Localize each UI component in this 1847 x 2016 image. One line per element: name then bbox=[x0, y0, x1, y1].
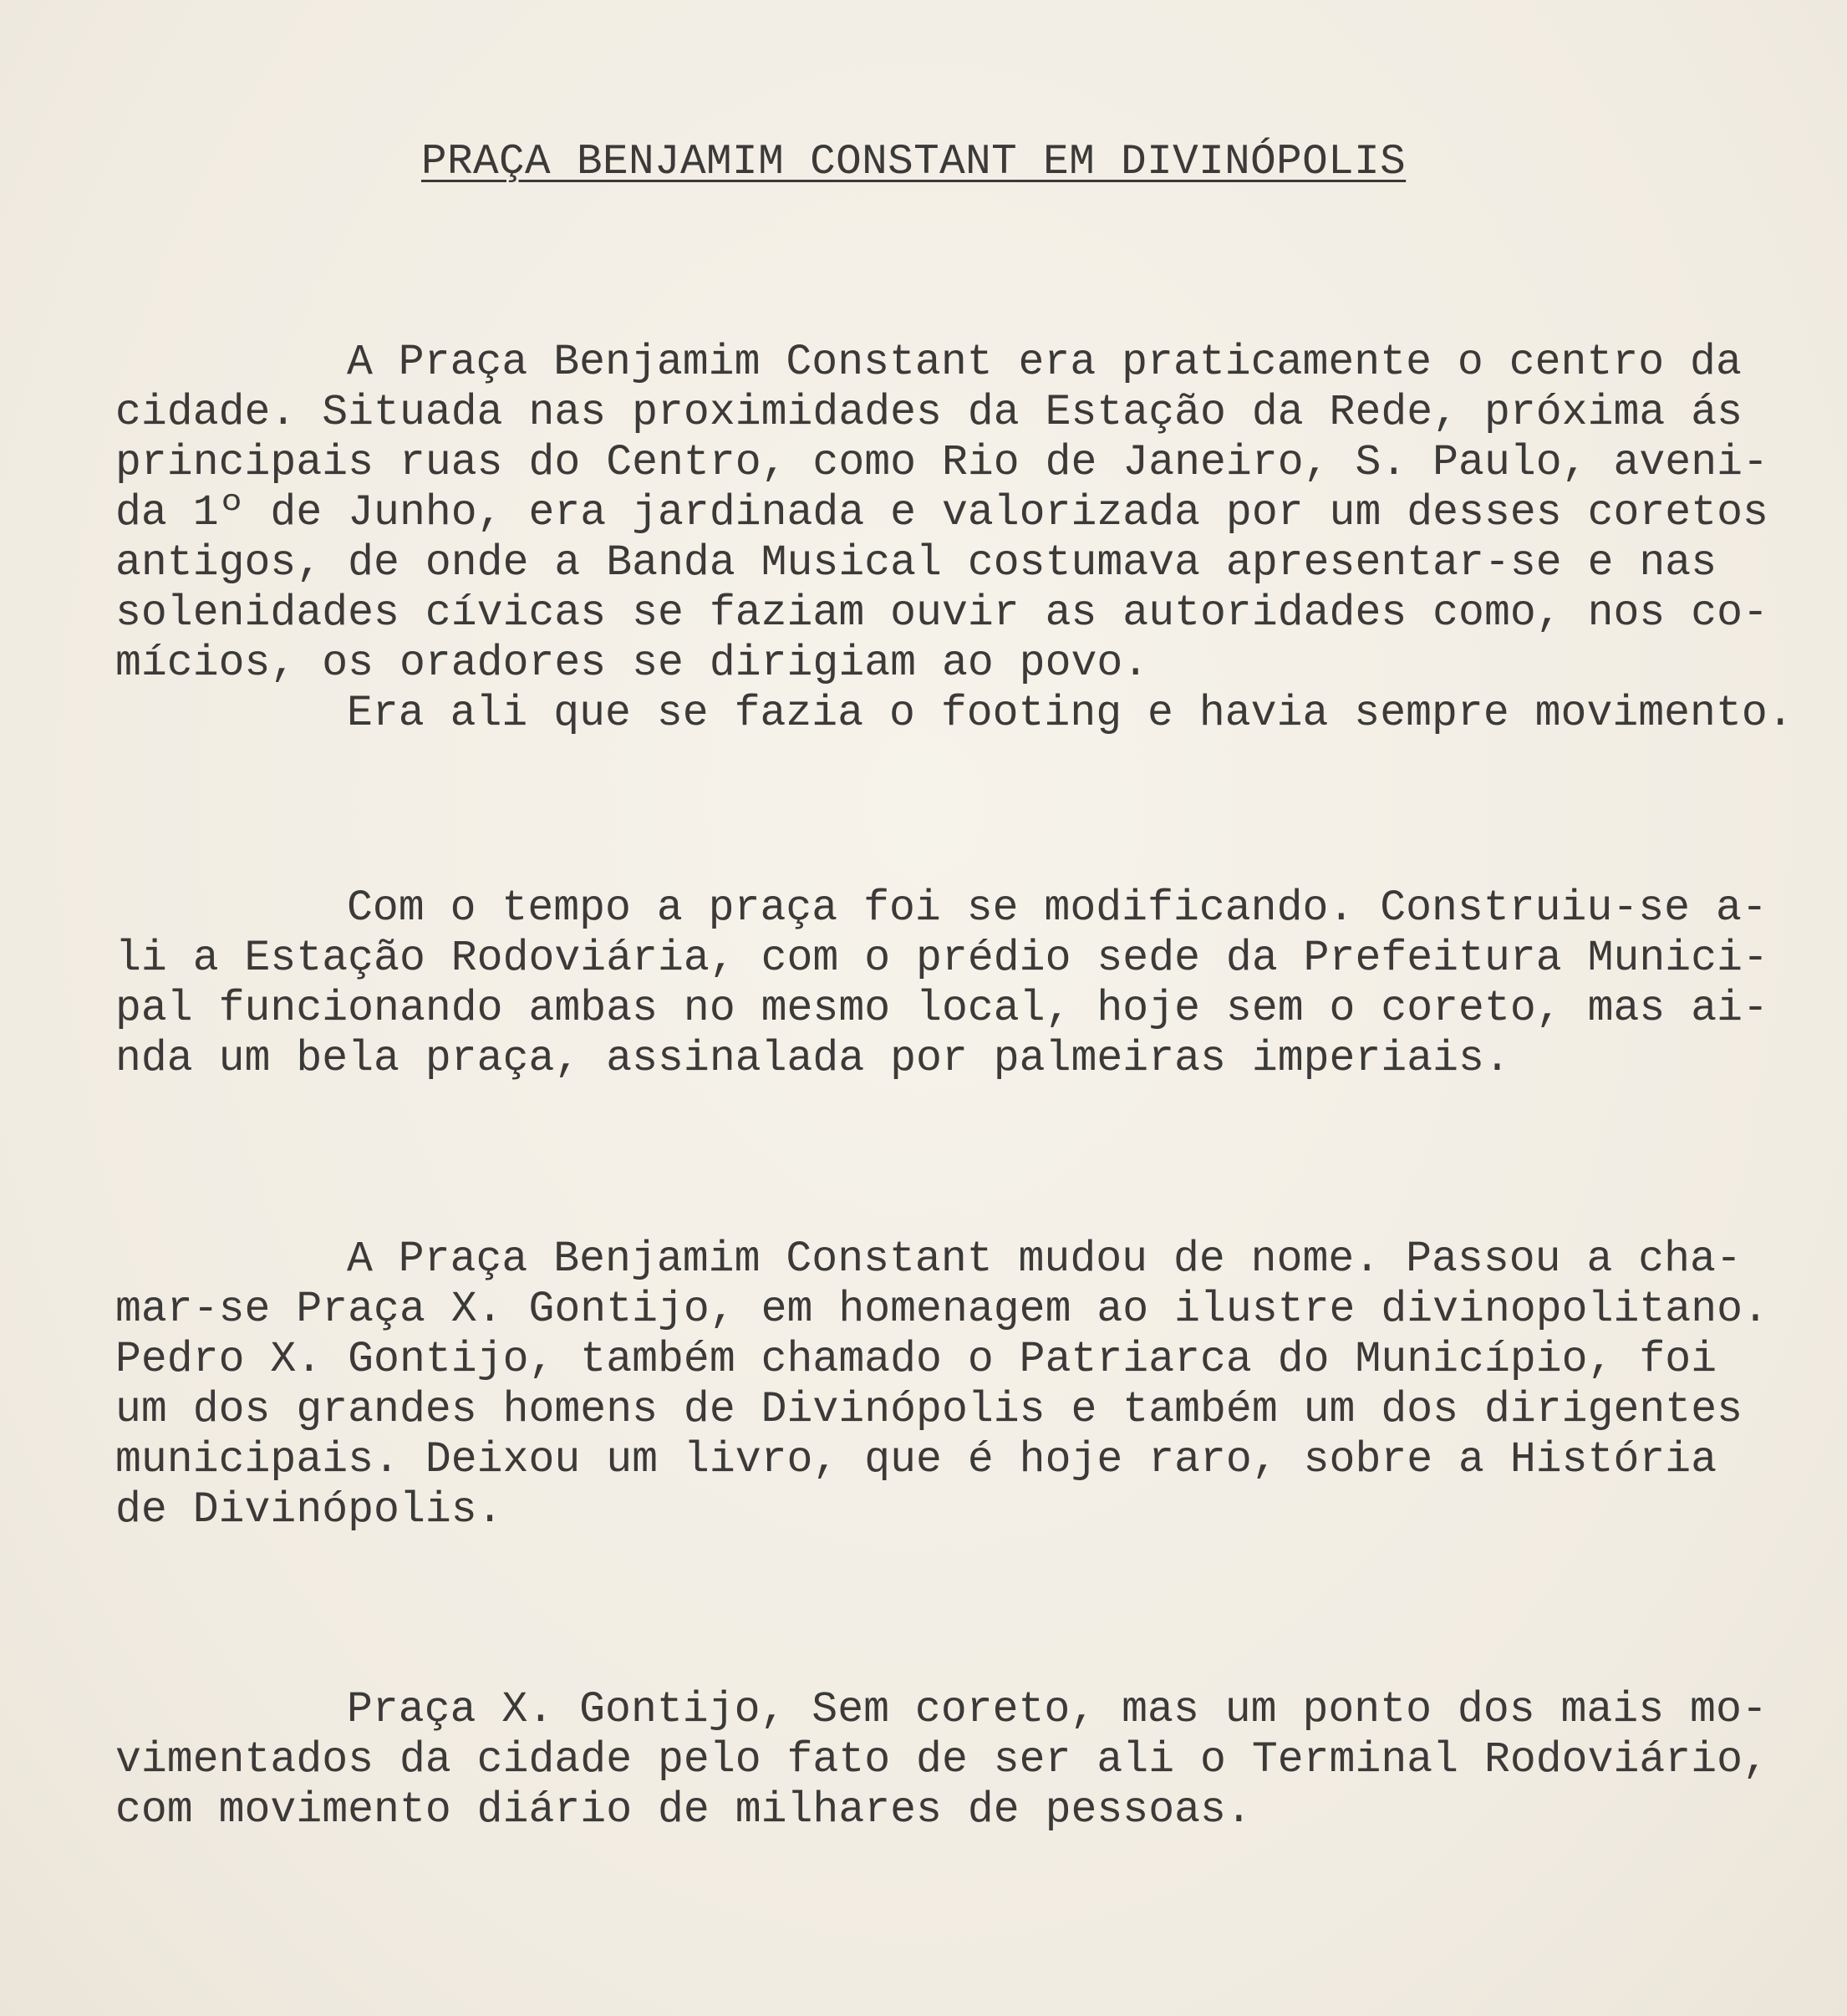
text-line: A Praça Benjamim Constant era praticamente o centro da bbox=[347, 339, 1742, 387]
text-line: um dos grandes homens de Divinópolis e também um dos dirigentes bbox=[115, 1386, 1743, 1434]
text-line: com movimento diário de milhares de pessoas. bbox=[115, 1786, 1252, 1835]
paragraph-2 bbox=[115, 883, 1768, 1084]
text-line: principais ruas do Centro, como Rio de Janeiro, S. Paulo, aveni- bbox=[115, 439, 1768, 487]
text-line: pal funcionando ambas no mesmo local, hoje sem o coreto, mas ai- bbox=[115, 985, 1768, 1033]
paragraph-1 bbox=[115, 338, 1794, 739]
text-line: li a Estação Rodoviária, com o prédio sede da Prefeitura Munici- bbox=[115, 934, 1768, 983]
document-title: PRAÇA BENJAMIM CONSTANT EM DIVINÓPOLIS bbox=[421, 139, 1407, 186]
text-line: municipais. Deixou um livro, que é hoje raro, sobre a História bbox=[115, 1436, 1717, 1484]
text-line: Era ali que se fazia o footing e havia sempre movimento. bbox=[347, 690, 1794, 738]
paragraph-3 bbox=[115, 1235, 1768, 1535]
text-line: Pedro X. Gontijo, também chamado o Patriarca do Município, foi bbox=[115, 1336, 1717, 1384]
text-line: vimentados da cidade pelo fato de ser ali o Terminal Rodoviário, bbox=[115, 1736, 1768, 1784]
text-line: A Praça Benjamim Constant mudou de nome. Passou a cha- bbox=[347, 1235, 1742, 1284]
text-line: da 1º de Junho, era jardinada e valorizada por um desses coretos bbox=[115, 489, 1768, 537]
text-line: de Divinópolis. bbox=[115, 1486, 503, 1535]
text-line: mícios, os oradores se dirigiam ao povo. bbox=[115, 639, 1149, 688]
text-line: antigos, de onde a Banda Musical costumava apresentar-se e nas bbox=[115, 539, 1717, 588]
paragraph-4 bbox=[115, 1685, 1768, 1835]
text-line: cidade. Situada nas proximidades da Estação da Rede, próxima ás bbox=[115, 389, 1743, 437]
text-line: mar-se Praça X. Gontijo, em homenagem ao ilustre divinopolitano. bbox=[115, 1285, 1768, 1334]
text-line: Praça X. Gontijo, Sem coreto, mas um ponto dos mais mo- bbox=[347, 1686, 1768, 1734]
text-line: nda um bela praça, assinalada por palmeiras imperiais. bbox=[115, 1035, 1510, 1083]
text-line: solenidades cívicas se faziam ouvir as autoridades como, nos co- bbox=[115, 589, 1768, 638]
text-line: Com o tempo a praça foi se modificando. Construiu-se a- bbox=[347, 884, 1768, 933]
